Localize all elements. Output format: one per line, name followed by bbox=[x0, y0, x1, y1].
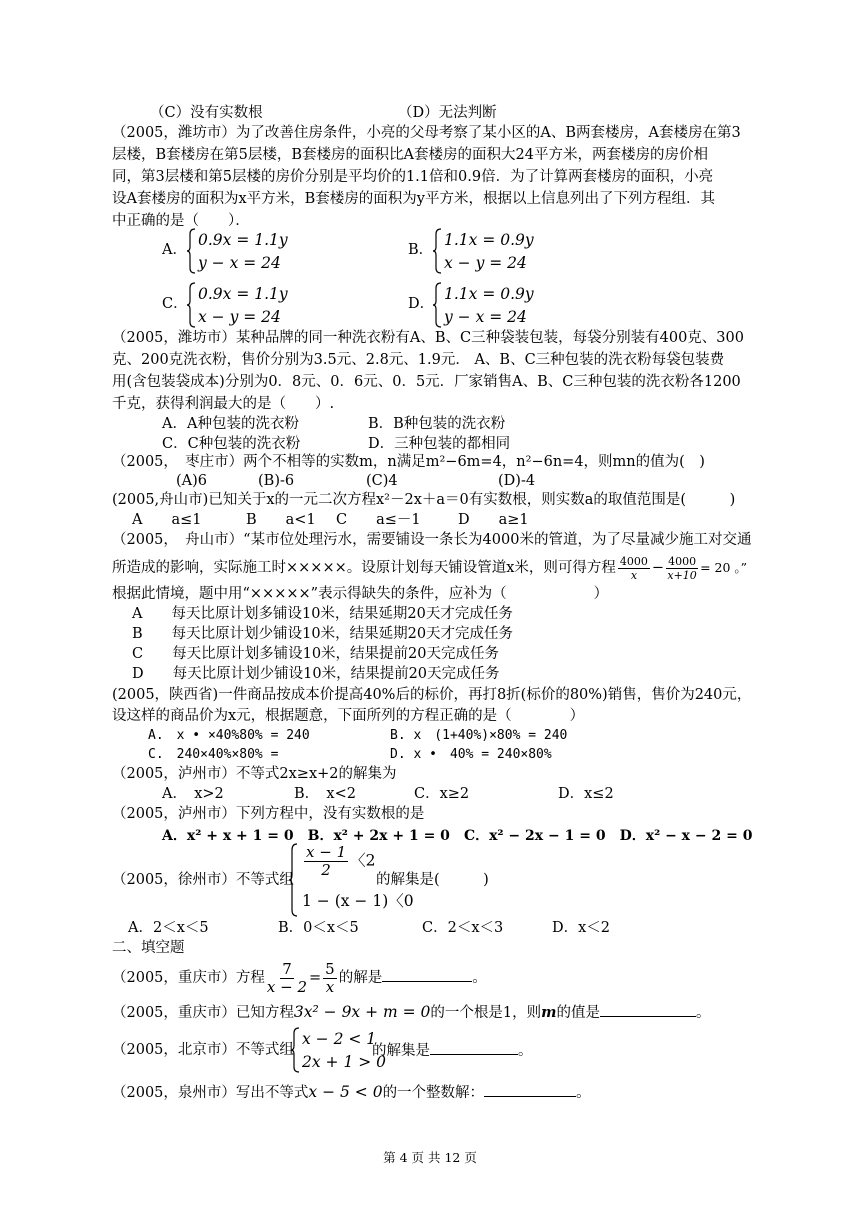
q5-option-d: D a≥1 bbox=[458, 512, 529, 528]
q4-option-a: (A)6 bbox=[176, 473, 208, 489]
q6-line-3: 根据此情境，题中用“×××××”表示得缺失的条件，应补为（ ） bbox=[112, 586, 609, 602]
f1-right-fraction: $\frac{5}{x}$ bbox=[325, 959, 335, 996]
fill-1: （2005，重庆市）方程 $\frac{7}{x - 2}$ = $\frac{5}{x}$ 的解是 。 bbox=[112, 959, 487, 996]
f1-left-fraction: $\frac{7}{x - 2}$ bbox=[266, 959, 308, 996]
q3-option-b: B．B种包装的洗衣粉 bbox=[368, 416, 506, 432]
q10-row-2: 1 − (x − 1)〈0 bbox=[302, 892, 414, 910]
q2-d-eq1: 1.1x = 0.9y bbox=[444, 285, 534, 303]
f3-row-1: x − 2 < 1 bbox=[302, 1030, 377, 1048]
brace-icon bbox=[290, 1027, 300, 1073]
q2-b-eq2: x − y = 24 bbox=[444, 254, 527, 272]
q2-d-eq2: y − x = 24 bbox=[444, 308, 527, 326]
q5-option-c: C a≤－1 bbox=[336, 512, 421, 528]
q3-option-c: C．C种包装的洗衣粉 bbox=[162, 436, 301, 452]
q6-option-d: D 每天比原计划少铺设10米，结果提前20天完成任务 bbox=[132, 666, 500, 682]
q10-post: 的解集是( ) bbox=[376, 872, 489, 888]
f1-answer-blank[interactable] bbox=[382, 967, 472, 982]
q2-option-d-label: D． bbox=[408, 296, 435, 312]
q7-option-b: B. x (1+40%)×80% = 240 bbox=[390, 728, 568, 743]
q9-option-a: A．x² + x + 1 = 0 bbox=[162, 828, 294, 844]
q9-option-d: D．x² − x − 2 = 0 bbox=[619, 828, 753, 844]
q2-a-eq1: 0.9x = 1.1y bbox=[198, 231, 288, 249]
q8-stem: （2005，泸州市）不等式2x≥x+2的解集为 bbox=[112, 766, 397, 782]
q2-option-c-system bbox=[186, 282, 306, 328]
q10-option-d: D．x＜2 bbox=[552, 920, 611, 936]
q3-line-4: 千克，获得利润最大的是（ ）. bbox=[112, 396, 335, 412]
q2-b-eq1: 1.1x = 0.9y bbox=[444, 231, 534, 249]
q2-line-2: 层楼，B套楼房在第5层楼，B套楼房的面积比A套楼房的面积大24平方米，两套楼房的房价相 bbox=[112, 147, 708, 163]
q10-pre: （2005，徐州市）不等式组 bbox=[112, 872, 294, 888]
fill-2: （2005，重庆市）已知方程3x² − 9x + m = 0的一个根是1，则m的值是 。 bbox=[112, 1003, 711, 1021]
q2-line-5: 中正确的是（ ）． bbox=[112, 213, 250, 229]
q8-option-a: A． x>2 bbox=[162, 786, 224, 802]
q6-option-b: B 每天比原计划少铺设10米，结果延期20天才完成任务 bbox=[132, 626, 514, 642]
q9-stem: （2005，泸州市）下列方程中，没有实数根的是 bbox=[112, 806, 425, 822]
q3-option-a: A．A种包装的洗衣粉 bbox=[162, 416, 299, 432]
q2-line-1: （2005，潍坊市）为了改善住房条件，小亮的父母考察了某小区的A、B两套楼房，A套楼房在第3 bbox=[112, 125, 741, 141]
brace-icon bbox=[432, 228, 442, 274]
f2-answer-blank[interactable] bbox=[600, 1002, 696, 1017]
q10-option-c: C．2＜x＜3 bbox=[422, 920, 504, 936]
q4-option-d: (D)-4 bbox=[498, 473, 536, 489]
q5-stem: (2005,舟山市)已知关于x的一元二次方程x²－2x＋a＝0有实数根，则实数a的取值范围是( ) bbox=[112, 492, 736, 508]
fill-4: （2005，泉州市）写出不等式x − 5 < 0的一个整数解： 。 bbox=[112, 1083, 591, 1101]
q3-line-1: （2005，潍坊市）某种品牌的同一种洗衣粉有A、B、C三种袋装包装，每袋分别装有400克、300 bbox=[112, 330, 744, 346]
q3-option-d: D．三种包装的都相同 bbox=[368, 436, 511, 452]
f4-answer-blank[interactable] bbox=[484, 1082, 576, 1097]
brace-icon bbox=[186, 282, 196, 328]
f3-system bbox=[290, 1027, 387, 1073]
q3-line-2: 克、200克洗衣粉，售价分别为3.5元、2.8元、1.9元． A、B、C三种包装的洗衣粉每袋包装费 bbox=[112, 352, 725, 368]
q9-options bbox=[162, 826, 752, 846]
q8-option-b: B． x<2 bbox=[294, 786, 356, 802]
q4-option-c: (C)4 bbox=[366, 473, 398, 489]
q2-option-c-label: C． bbox=[162, 296, 188, 312]
q9-option-b: B．x² + 2x + 1 = 0 bbox=[307, 828, 450, 844]
q7-option-a: A. x • ×40%80% = 240 bbox=[148, 728, 310, 743]
q10-option-a: A．2＜x＜5 bbox=[128, 920, 209, 936]
q2-line-4: 设A套楼房的面积为x平方米，B套楼房的面积为y平方米，根据以上信息列出了下列方程组．其 bbox=[112, 191, 715, 207]
q4-option-b: (B)-6 bbox=[258, 473, 295, 489]
q6-fraction-1: $\frac{4000}{x}$ bbox=[619, 554, 648, 582]
q8-option-c: C．x≥2 bbox=[414, 786, 470, 802]
q4-stem: （2005， 枣庄市）两个不相等的实数m，n满足m²−6m=4，n²−6n=4，则mn的值为( ) bbox=[112, 454, 705, 470]
q2-c-eq1: 0.9x = 1.1y bbox=[198, 285, 288, 303]
q5-option-a: A a≤1 bbox=[132, 512, 202, 528]
q1-option-d: （D）无法判断 bbox=[398, 105, 497, 121]
q2-a-eq2: y − x = 24 bbox=[198, 254, 281, 272]
q2-option-a-label: A． bbox=[162, 242, 187, 258]
q2-option-b-system bbox=[432, 228, 552, 274]
fill-3-pre: （2005，北京市）不等式组 bbox=[112, 1042, 294, 1058]
q8-option-d: D．x≤2 bbox=[558, 786, 614, 802]
brace-icon bbox=[432, 282, 442, 328]
q2-c-eq2: x − y = 24 bbox=[198, 308, 281, 326]
brace-icon bbox=[288, 843, 298, 917]
q10-row-1: $\frac{x - 1}{2}$ 〈2 bbox=[306, 843, 376, 879]
q6-line-2: 所造成的影响，实际施工时×××××。设原计划每天铺设管道x米，则可得方程 $\frac{4000}{x}$ − $\frac{4000}{x+10}$ = 20 。” bbox=[112, 554, 748, 582]
q7-option-c: C. 240×40%×80% = bbox=[148, 747, 279, 762]
q10-option-b: B．0＜x＜5 bbox=[278, 920, 359, 936]
q6-fraction-2: $\frac{4000}{x+10}$ bbox=[667, 554, 697, 582]
page-footer: 第 4 页 共 12 页 bbox=[383, 1150, 477, 1165]
q7-option-d: D. x • 40% = 240×80% bbox=[390, 747, 552, 762]
q9-option-c: C．x² − 2x − 1 = 0 bbox=[463, 828, 606, 844]
q6-line-1: （2005， 舟山市）“某市位处理污水，需要铺设一条长为4000米的管道，为了尽量减少施工对交通 bbox=[112, 532, 752, 548]
section-heading-fill-in: 二、填空题 bbox=[112, 940, 185, 956]
f3-row-2: 2x + 1 > 0 bbox=[302, 1053, 387, 1071]
brace-icon bbox=[186, 228, 196, 274]
q2-line-3: 同，第3层楼和第5层楼的房价分别是平均价的1.1倍和0.9倍．为了计算两套楼房的面积，小亮 bbox=[112, 169, 714, 185]
q2-option-d-system bbox=[432, 282, 552, 328]
q2-option-b-label: B． bbox=[408, 242, 434, 258]
fill-3-post: 的解集是 。 bbox=[372, 1040, 533, 1061]
q7-line-2: 设这样的商品价为x元，根据题意，下面所列的方程正确的是（ ） bbox=[112, 708, 585, 724]
q2-option-a-system bbox=[186, 228, 306, 274]
q6-option-c: C 每天比原计划多铺设10米，结果提前20天完成任务 bbox=[132, 646, 499, 662]
q1-option-c: （C）没有实数根 bbox=[150, 105, 263, 121]
f3-answer-blank[interactable] bbox=[430, 1040, 518, 1055]
q5-option-b: B a<1 bbox=[246, 512, 316, 528]
q6-option-a: A 每天比原计划多铺设10米，结果延期20天才完成任务 bbox=[132, 606, 513, 622]
q7-line-1: (2005，陕西省)一件商品按成本价提高40%后的标价，再打8折(标价的80%)销售，售价为240元， bbox=[112, 687, 752, 703]
q3-line-3: 用(含包装袋成本)分别为0．8元、0．6元、0．5元．厂家销售A、B、C三种包装的洗衣粉各1200 bbox=[112, 374, 741, 390]
